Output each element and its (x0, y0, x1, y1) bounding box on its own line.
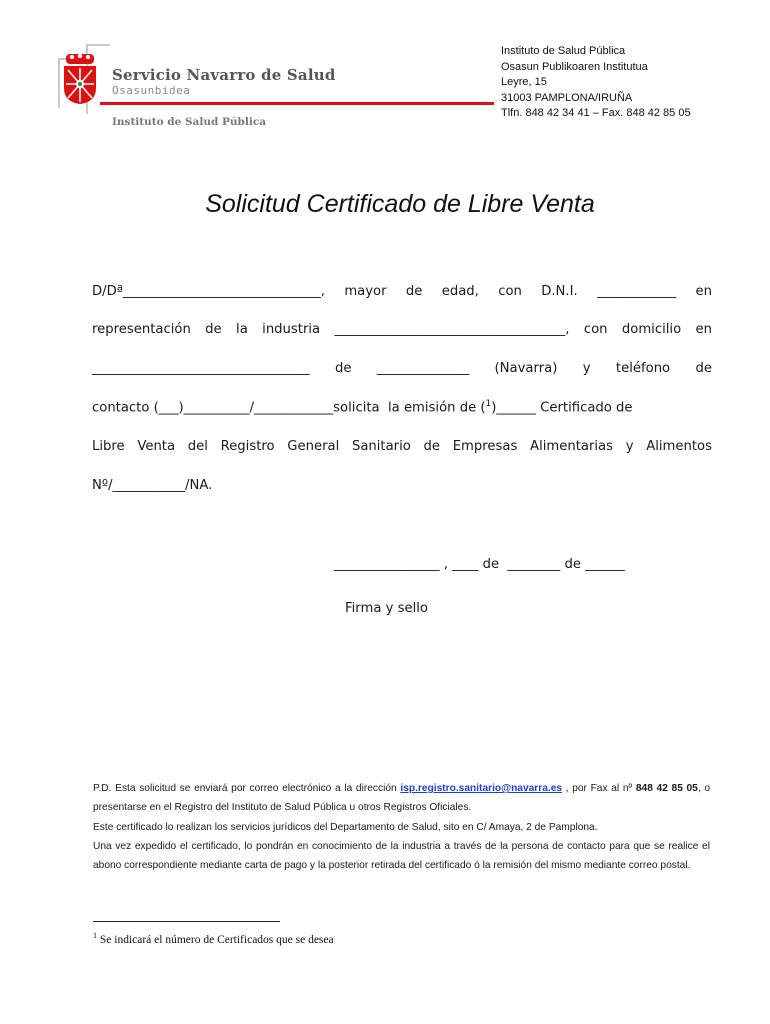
fax-number: 848 42 85 05 (635, 783, 698, 794)
form-line-part: contacto (___)__________/____________solicita la emisión de ( (92, 400, 486, 416)
form-line: Nº/___________/NA. (92, 478, 213, 493)
email-link[interactable]: isp.registro.sanitario@navarra.es (400, 783, 563, 794)
brand-institute: Instituto de Salud Pública (112, 116, 267, 128)
form-line: _________________________________ de ______________ (Navarra) y teléfono de (92, 361, 712, 376)
form-line: representación de la industria ___________________________________, con domicilio en (92, 322, 712, 337)
footnote-number: 1 (93, 931, 97, 940)
brand-subtitle: Osasunbidea (112, 84, 191, 97)
address-line: 31003 PAMPLONA/IRUÑA (501, 91, 633, 104)
header-red-line (100, 102, 494, 105)
document-title: Solicitud Certificado de Libre Venta (205, 190, 595, 218)
brand-name: Servicio Navarro de Salud (112, 66, 336, 84)
address-block (501, 44, 691, 122)
address-line: Leyre, 15 (501, 76, 547, 89)
address-line: Osasun Publikoaren Institutua (501, 60, 648, 73)
form-line-part: )______ Certificado de (491, 400, 633, 416)
footnote-text: Se indicará el número de Certificados que se desea (97, 933, 334, 946)
address-line: Tlfn. 848 42 34 41 – Fax. 848 42 85 05 (501, 107, 691, 120)
footnote-ref: 1 (485, 399, 492, 409)
signature-label: Firma y sello (345, 601, 428, 616)
postscript-paragraph: Una vez expedido el certificado, lo pondrán en conocimiento de la industria a través de la persona de contacto para que se realice el abono correspondiente mediante carta de pago y la posterior retirada del certificado ó la remisión del mismo mediante correo postal. (93, 841, 710, 871)
postscript-paragraph: Este certificado lo realizan los servicios jurídicos del Departamento de Salud, sito en C/ Amaya, 2 de Pamplona. (93, 822, 598, 833)
logo-frame-line (86, 44, 110, 46)
footnote-divider (93, 921, 280, 922)
navarra-coat-of-arms-icon (60, 52, 100, 106)
date-line: ________________ , ____ de ________ de ______ (334, 557, 625, 572)
form-line (92, 399, 633, 415)
postscript-paragraph (93, 779, 710, 817)
form-line: Libre Venta del Registro General Sanitario de Empresas Alimentarias y Alimentos (92, 439, 712, 454)
postscript-text: , por Fax al nº (562, 783, 636, 794)
form-line: D/Dª______________________________, mayor de edad, con D.N.I. ____________ en (92, 284, 712, 299)
postscript-text: , o presentarse en el Registro del Instituto de Salud Pública u otros Registros Oficiales. (93, 783, 711, 813)
postscript-text: P.D. Esta solicitud se enviará por correo electrónico a la dirección (93, 783, 401, 794)
address-line: Instituto de Salud Pública (501, 45, 626, 57)
footnote (93, 931, 334, 946)
